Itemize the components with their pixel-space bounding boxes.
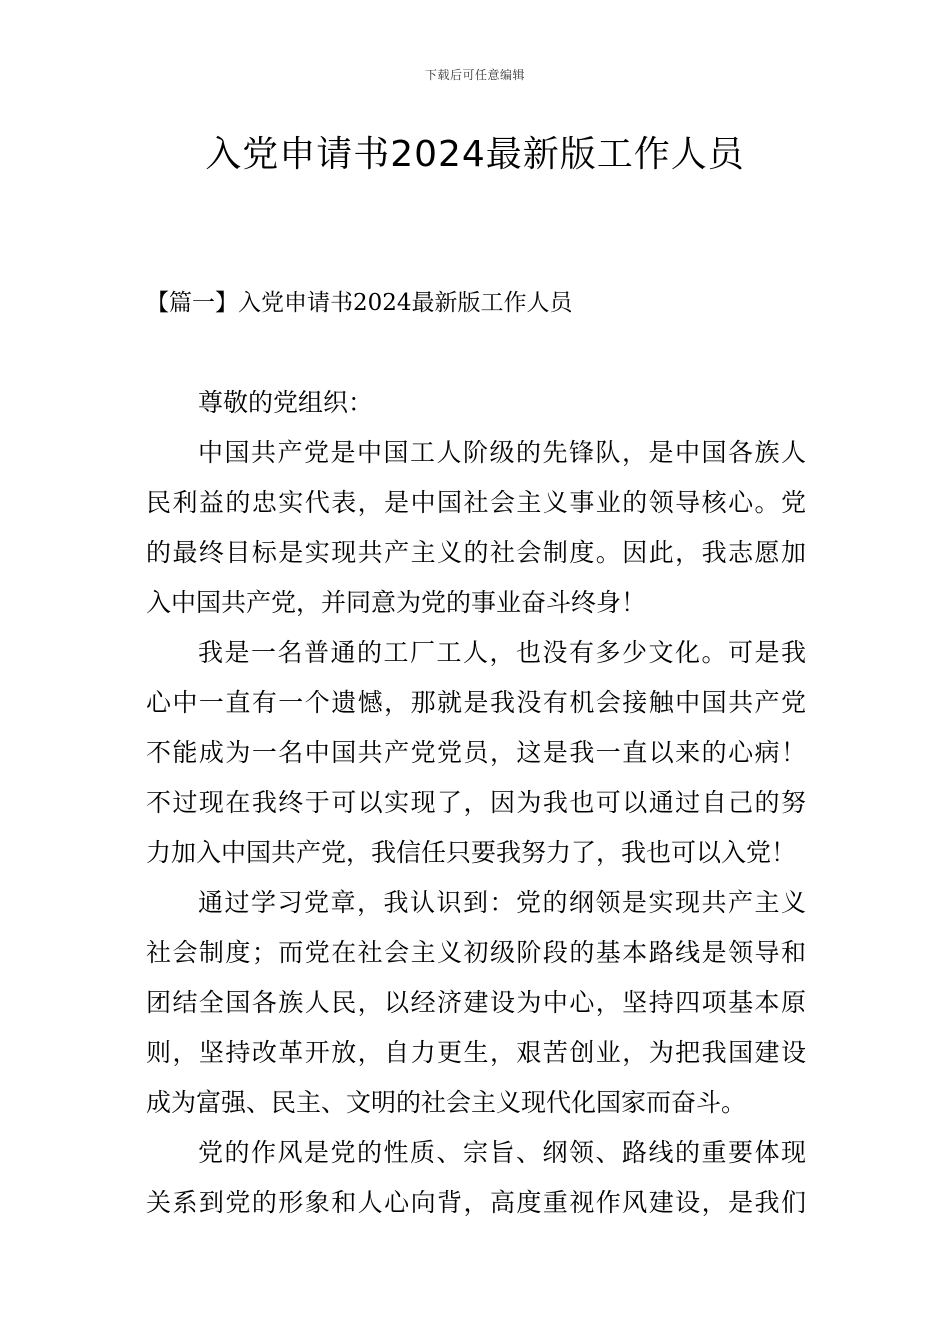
document-title: 入党申请书2024最新版工作人员 xyxy=(205,134,745,175)
paragraph-1-line: 民利益的忠实代表，是中国社会主义事业的领导核心。党 xyxy=(146,488,806,517)
paragraph-1-line: 中国共产党是中国工人阶级的先锋队，是中国各族人 xyxy=(198,438,806,467)
paragraph-1-line: 的最终目标是实现共产主义的社会制度。因此，我志愿加 xyxy=(146,538,806,567)
paragraph-3-line: 团结全国各族人民，以经济建设为中心，坚持四项基本原 xyxy=(146,988,806,1017)
paragraph-2-line: 不过现在我终于可以实现了，因为我也可以通过自己的努 xyxy=(146,788,806,817)
letter-body xyxy=(146,378,806,1228)
paragraph-4-line: 党的作风是党的性质、宗旨、纲领、路线的重要体现 xyxy=(198,1138,806,1167)
paragraph-3-line: 则，坚持改革开放，自力更生，艰苦创业，为把我国建设 xyxy=(146,1038,806,1067)
paragraph-3-line: 社会制度；而党在社会主义初级阶段的基本路线是领导和 xyxy=(146,938,806,967)
paragraph-2-line: 力加入中国共产党，我信任只要我努力了，我也可以入党！ xyxy=(146,838,797,867)
paragraph-2-line: 心中一直有一个遗憾，那就是我没有机会接触中国共产党 xyxy=(146,688,806,717)
paragraph-3-line: 成为富强、民主、文明的社会主义现代化国家而奋斗。 xyxy=(146,1088,747,1117)
paragraph-4-line: 关系到党的形象和人心向背，高度重视作风建设，是我们 xyxy=(146,1188,806,1217)
paragraph-2-line: 我是一名普通的工厂工人，也没有多少文化。可是我 xyxy=(198,638,806,667)
paragraph-3-line: 通过学习党章，我认识到：党的纲领是实现共产主义 xyxy=(198,888,806,917)
paragraph-2-line: 不能成为一名中国共产党党员，这是我一直以来的心病！ xyxy=(146,738,806,767)
section-heading: 【篇一】入党申请书2024最新版工作人员 xyxy=(146,290,573,316)
paragraph-1-line: 入中国共产党，并同意为党的事业奋斗终身！ xyxy=(146,588,647,617)
salutation: 尊敬的党组织： xyxy=(198,388,374,417)
page-header-note: 下载后可任意编辑 xyxy=(424,68,525,82)
